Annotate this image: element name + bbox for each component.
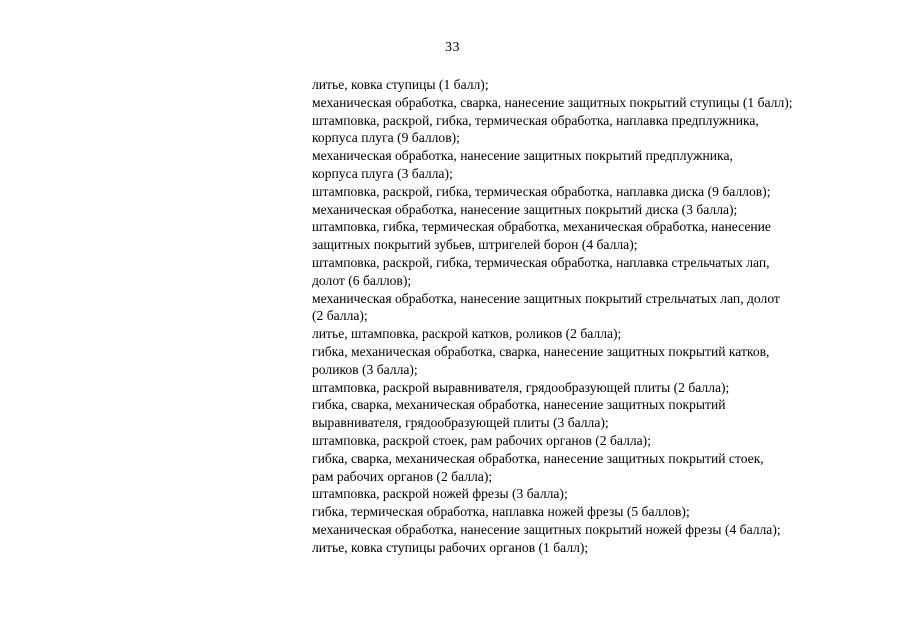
text-line: гибка, сварка, механическая обработка, нанесение защитных покрытий [312,397,726,413]
text-line: защитных покрытий зубьев, штригелей борон (4 балла); [312,237,638,253]
text-line: штамповка, гибка, термическая обработка, механическая обработка, нанесение [312,219,771,235]
text-line: механическая обработка, нанесение защитных покрытий предплужника, [312,148,733,164]
text-line: долот (6 баллов); [312,272,412,288]
text-line: штамповка, раскрой, гибка, термическая обработка, наплавка предплужника, [312,112,759,128]
text-line: штамповка, раскрой, гибка, термическая обработка, наплавка стрельчатых лап, [312,254,770,270]
text-line: литье, ковка ступицы (1 балл); [312,77,489,92]
text-line: корпуса плуга (9 баллов); [312,130,460,146]
text-line: гибка, механическая обработка, сварка, нанесение защитных покрытий катков, [312,343,770,359]
text-line: литье, ковка ступицы рабочих органов (1 балл); [312,539,589,555]
text-line: роликов (3 балла); [312,361,418,377]
text-line: механическая обработка, нанесение защитных покрытий диска (3 балла); [312,201,738,217]
text-line: гибка, сварка, механическая обработка, нанесение защитных покрытий стоек, [312,450,764,466]
text-line: штамповка, раскрой стоек, рам рабочих органов (2 балла); [312,432,651,448]
text-line: механическая обработка, нанесение защитных покрытий стрельчатых лап, долот [312,290,780,306]
text-line: механическая обработка, сварка, нанесение защитных покрытий ступицы (1 балл); [312,94,793,110]
text-line: корпуса плуга (3 балла); [312,165,453,181]
text-line: механическая обработка, нанесение защитных покрытий ножей фрезы (4 балла); [312,521,781,537]
text-line: штамповка, раскрой ножей фрезы (3 балла); [312,486,568,502]
text-line: (2 балла); [312,308,368,324]
page-number: 33 [445,40,460,55]
text-line: рам рабочих органов (2 балла); [312,468,493,484]
document-body [312,76,892,557]
text-line: литье, штамповка, раскрой катков, роликов (2 балла); [312,326,622,342]
text-line: гибка, термическая обработка, наплавка ножей фрезы (5 баллов); [312,504,690,520]
text-line: выравнивателя, грядообразующей плиты (3 балла); [312,415,609,431]
text-line: штамповка, раскрой, гибка, термическая обработка, наплавка диска (9 баллов); [312,183,771,199]
text-line: штамповка, раскрой выравнивателя, грядообразующей плиты (2 балла); [312,379,730,395]
